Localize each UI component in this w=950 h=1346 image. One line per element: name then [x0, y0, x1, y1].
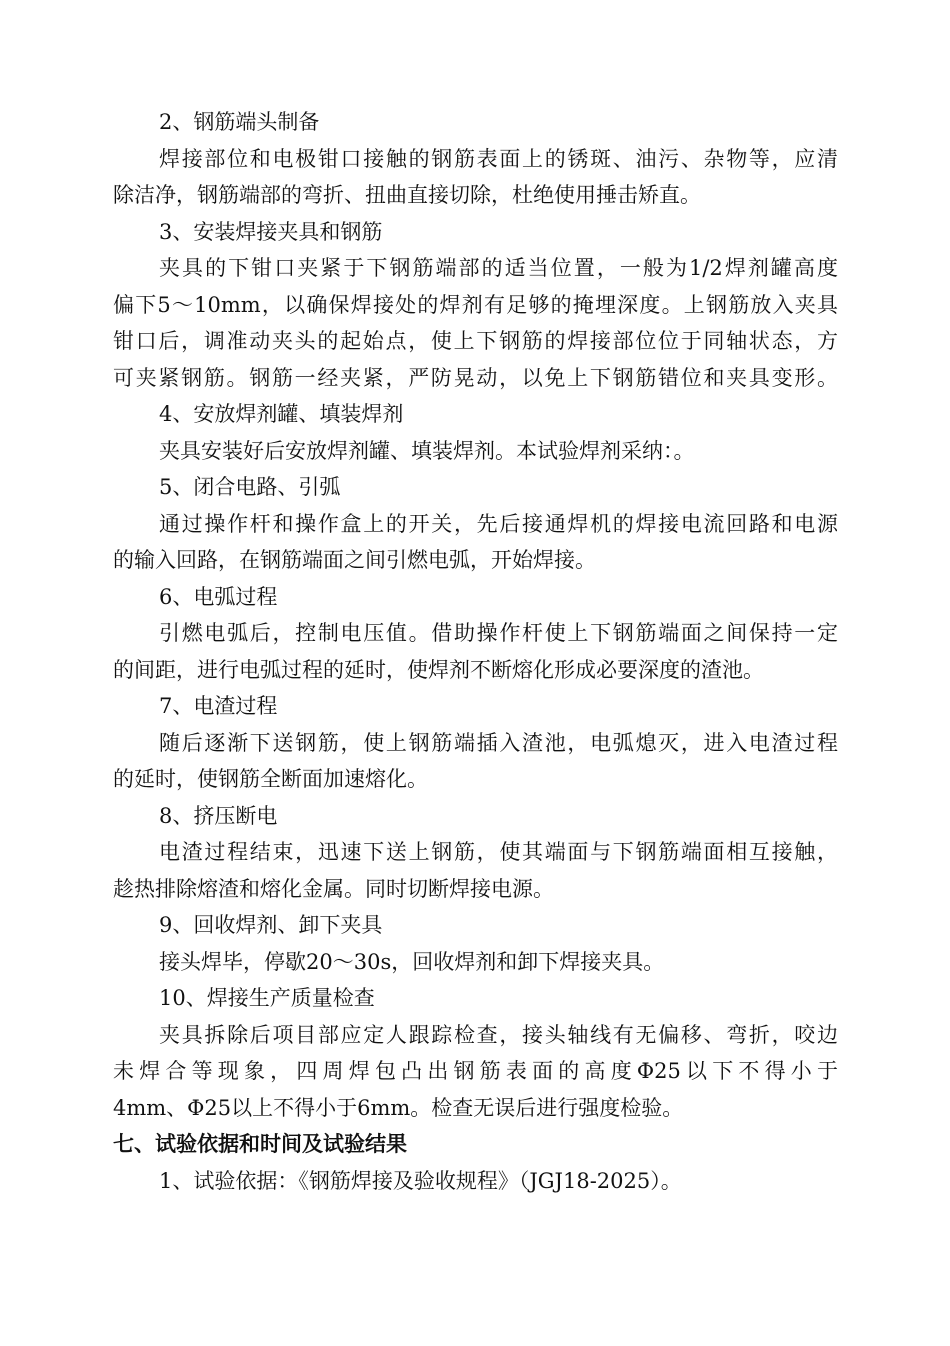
paragraph-line: 未焊合等现象，四周焊包凸出钢筋表面的高度Φ25以下不得小于: [113, 1059, 838, 1083]
paragraph-line: 4mm、Φ25以上不得小于6mm。检查无误后进行强度检验。: [113, 1095, 684, 1120]
step-5-heading: 5、闭合电路、引弧: [159, 475, 341, 499]
document-body: [113, 104, 838, 1199]
paragraph-line: 通过操作杆和操作盒上的开关，先后接通焊机的焊接电流回路和电源: [159, 511, 838, 536]
paragraph-line: 可夹紧钢筋。钢筋一经夹紧，严防晃动，以免上下钢筋错位和夹具变形。: [113, 365, 838, 390]
paragraph-line: 夹具的下钳口夹紧于下钢筋端部的适当位置，一般为1/2焊剂罐高度: [159, 256, 838, 280]
paragraph-line: 接头焊毕，停歇20～30s，回收焊剂和卸下焊接夹具。: [159, 949, 665, 974]
paragraph-line: 趁热排除熔渣和熔化金属。同时切断焊接电源。: [113, 876, 554, 901]
step-4-heading: 4、安放焊剂罐、填装焊剂: [159, 402, 404, 426]
paragraph-line: 除洁净，钢筋端部的弯折、扭曲直接切除，杜绝使用捶击矫直。: [113, 183, 701, 207]
paragraph-line: 夹具拆除后项目部应定人跟踪检查，接头轴线有无偏移、弯折，咬边: [159, 1022, 838, 1047]
paragraph-line: 引燃电弧后，控制电压值。借助操作杆使上下钢筋端面之间保持一定: [159, 621, 838, 645]
paragraph-line: 的间距，进行电弧过程的延时，使焊剂不断熔化形成必要深度的渣池。: [113, 657, 764, 682]
paragraph-line: 随后逐渐下送钢筋，使上钢筋端插入渣池，电弧熄灭，进入电渣过程: [159, 730, 838, 755]
paragraph-line: 电渣过程结束，迅速下送上钢筋，使其端面与下钢筋端面相互接触，: [159, 840, 838, 864]
paragraph-line: 钳口后，调准动夹头的起始点，使上下钢筋的焊接部位位于同轴状态，方: [113, 329, 838, 353]
paragraph-line: 夹具安装好后安放焊剂罐、填装焊剂。本试验焊剂采纳：。: [159, 438, 695, 463]
section-7-heading: 七、试验依据和时间及试验结果: [113, 1132, 407, 1156]
step-7-heading: 7、电渣过程: [159, 694, 278, 718]
paragraph-line: 的延时，使钢筋全断面加速熔化。: [113, 767, 428, 791]
step-6-heading: 6、电弧过程: [159, 584, 278, 609]
step-3-heading: 3、安装焊接夹具和钢筋: [159, 219, 383, 244]
step-8-heading: 8、挤压断电: [159, 803, 278, 828]
step-10-heading: 10、焊接生产质量检查: [159, 986, 375, 1010]
step-2-heading: 2、钢筋端头制备: [159, 110, 320, 134]
paragraph-line: 偏下5～10mm，以确保焊接处的焊剂有足够的掩埋深度。上钢筋放入夹具: [113, 292, 838, 317]
step-9-heading: 9、回收焊剂、卸下夹具: [159, 913, 383, 937]
paragraph-line: 焊接部位和电极钳口接触的钢筋表面上的锈斑、油污、杂物等，应清: [159, 146, 838, 171]
test-basis-line: 1、试验依据：《钢筋焊接及验收规程》（JGJ18-2025）。: [159, 1168, 682, 1193]
paragraph-line: 的输入回路，在钢筋端面之间引燃电弧，开始焊接。: [113, 548, 596, 572]
